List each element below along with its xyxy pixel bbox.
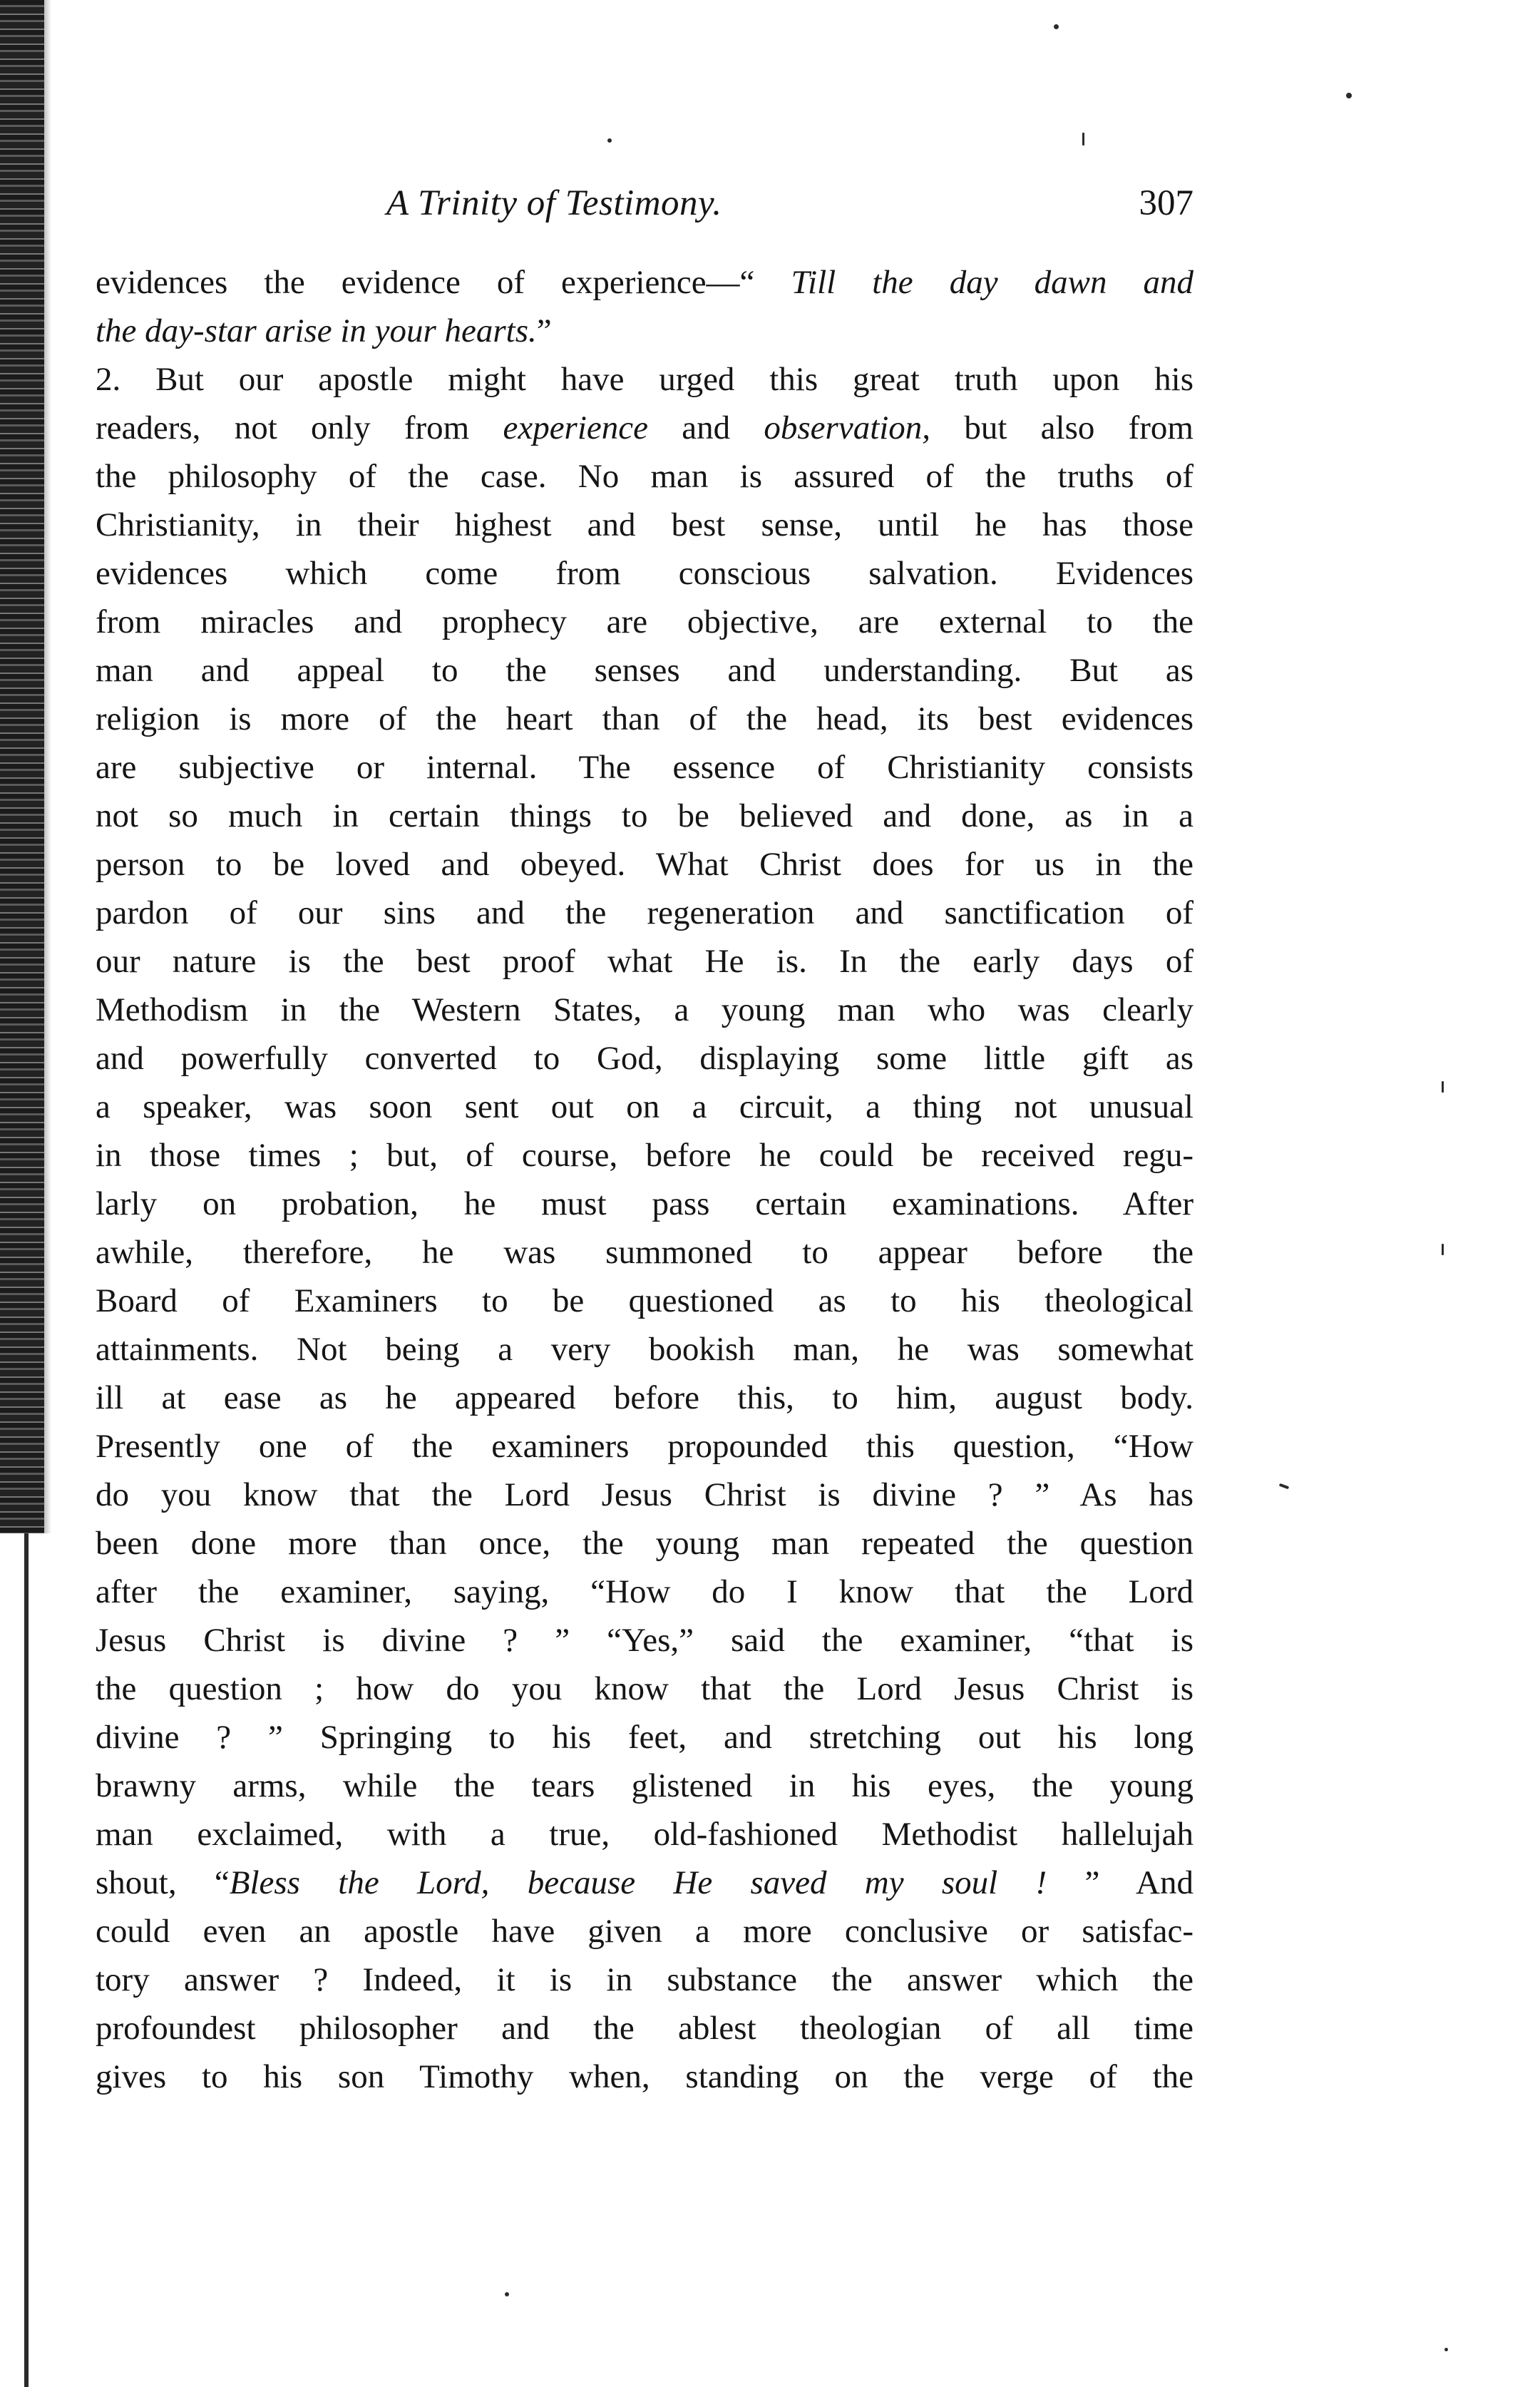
text-line — [96, 1762, 1194, 1810]
text-run: Board of Examiners to be questioned as to his theological — [96, 1282, 1194, 1319]
text-run: from miracles and prophecy are objective, are external to the — [96, 603, 1194, 640]
text-run: man and appeal to the senses and understanding. But as — [96, 652, 1194, 689]
text-line — [96, 1034, 1194, 1083]
text-run: readers, not only from — [96, 409, 503, 446]
text-line — [96, 1519, 1194, 1568]
text-run: shout, “ — [96, 1864, 230, 1901]
text-run: larly on probation, he must pass certain examinations. After — [96, 1185, 1194, 1222]
text-run: gives to his son Timothy when, standing on the verge of the — [96, 2058, 1194, 2095]
text-run: ” And — [1047, 1864, 1194, 1901]
running-head — [96, 175, 1194, 232]
text-run: could even an apostle have given a more conclusive or satisfac- — [96, 1913, 1194, 1950]
text-run: man exclaimed, with a true, old-fashioned Methodist hallelujah — [96, 1816, 1194, 1853]
text-line — [96, 501, 1194, 549]
text-line — [96, 549, 1194, 598]
text-line — [96, 2053, 1194, 2101]
text-run: divine ? ” Springing to his feet, and stretching out his long — [96, 1719, 1194, 1756]
text-run: in those times ; but, of course, before he could be received regu- — [96, 1137, 1194, 1174]
text-run: brawny arms, while the tears glistened in his eyes, the young — [96, 1767, 1194, 1804]
text-line — [96, 646, 1194, 695]
text-run: do you know that the Lord Jesus Christ is divine ? ” As has — [96, 1476, 1194, 1513]
text-run: are subjective or internal. The essence of Christianity consists — [96, 749, 1194, 786]
running-title: A Trinity of Testimony. — [386, 183, 722, 223]
text-line — [96, 1956, 1194, 2004]
body-text — [96, 258, 1194, 2101]
ink-speck — [1054, 24, 1059, 29]
text-run: awhile, therefore, he was summoned to appear before the — [96, 1234, 1194, 1271]
text-run: Presently one of the examiners propounded this question, “How — [96, 1428, 1194, 1465]
text-line — [96, 1810, 1194, 1859]
text-run: Jesus Christ is divine ? ” “Yes,” said the examiner, “that is — [96, 1622, 1194, 1659]
text-run: evidences the evidence of experience—“ — [96, 264, 791, 301]
italic-text-run: the day-star arise in your hearts. — [96, 312, 537, 349]
italic-text-run: experience — [503, 409, 648, 446]
text-line — [96, 1277, 1194, 1325]
text-line — [96, 1180, 1194, 1228]
text-line — [96, 792, 1194, 840]
text-line — [96, 1859, 1194, 1907]
ink-speck — [505, 2292, 509, 2296]
text-line — [96, 695, 1194, 743]
text-run: ill at ease as he appeared before this, to him, august body. — [96, 1379, 1194, 1416]
text-line — [96, 2004, 1194, 2053]
text-line — [96, 1907, 1194, 1956]
text-run: ” — [536, 312, 552, 349]
text-line — [96, 1083, 1194, 1131]
ink-speck — [1346, 93, 1352, 98]
text-run: Christianity, in their highest and best sense, until he has those — [96, 506, 1194, 543]
italic-text-run: Till the day dawn and — [791, 264, 1194, 301]
text-line — [96, 986, 1194, 1034]
text-line — [96, 258, 1194, 307]
ink-speck — [1444, 2348, 1448, 2351]
text-run: Methodism in the Western States, a young man who was clearly — [96, 991, 1194, 1028]
text-line — [96, 743, 1194, 792]
text-line — [96, 598, 1194, 646]
text-line — [96, 889, 1194, 937]
text-line — [96, 452, 1194, 501]
ink-speck — [607, 138, 612, 143]
ink-speck — [1279, 1483, 1290, 1490]
text-run: a speaker, was soon sent out on a circuit, a thing not unusual — [96, 1088, 1194, 1125]
text-line — [96, 404, 1194, 452]
text-run: and — [647, 409, 764, 446]
italic-text-run: observation, — [764, 409, 931, 446]
text-line — [96, 1616, 1194, 1665]
binding-shadow — [44, 0, 51, 1533]
text-run: not so much in certain things to be believed and done, as in a — [96, 797, 1194, 834]
ink-speck — [1442, 1244, 1444, 1255]
text-run: the philosophy of the case. No man is assured of the truths of — [96, 458, 1194, 495]
text-line — [96, 1131, 1194, 1180]
italic-text-run: Bless the Lord, because He saved my soul ! — [229, 1864, 1047, 1901]
text-run: profoundest philosopher and the ablest theologian of all time — [96, 2010, 1194, 2047]
ink-speck — [1442, 1081, 1444, 1093]
text-run: after the examiner, saying, “How do I know that the Lord — [96, 1573, 1194, 1610]
ink-speck — [1082, 133, 1084, 145]
text-run: person to be loved and obeyed. What Christ does for us in the — [96, 846, 1194, 883]
text-line — [96, 1568, 1194, 1616]
page-binding-edge — [0, 0, 44, 2387]
text-line — [96, 1713, 1194, 1762]
text-run: and powerfully converted to God, displaying some little gift as — [96, 1040, 1194, 1077]
text-line — [96, 1374, 1194, 1422]
text-line — [96, 355, 1194, 404]
text-run: 2. But our apostle might have urged this great truth upon his — [96, 361, 1194, 398]
text-run: religion is more of the heart than of the head, its best evidences — [96, 700, 1194, 737]
text-line — [96, 307, 1194, 355]
text-line — [96, 1471, 1194, 1519]
text-line — [96, 1422, 1194, 1471]
text-run: the question ; how do you know that the Lord Jesus Christ is — [96, 1670, 1194, 1707]
text-line — [96, 840, 1194, 889]
text-run: tory answer ? Indeed, it is in substance the answer which the — [96, 1961, 1194, 1998]
text-run: been done more than once, the young man repeated the question — [96, 1525, 1194, 1562]
text-run: but also from — [930, 409, 1194, 446]
text-line — [96, 1325, 1194, 1374]
text-line — [96, 1228, 1194, 1277]
text-run: pardon of our sins and the regeneration and sanctification of — [96, 894, 1194, 931]
text-run: evidences which come from conscious salvation. Evidences — [96, 555, 1194, 592]
text-line — [96, 1665, 1194, 1713]
text-line — [96, 937, 1194, 986]
text-run: our nature is the best proof what He is. In the early days of — [96, 943, 1194, 980]
text-run: attainments. Not being a very bookish man, he was somewhat — [96, 1331, 1194, 1368]
page-number: 307 — [1139, 183, 1194, 223]
